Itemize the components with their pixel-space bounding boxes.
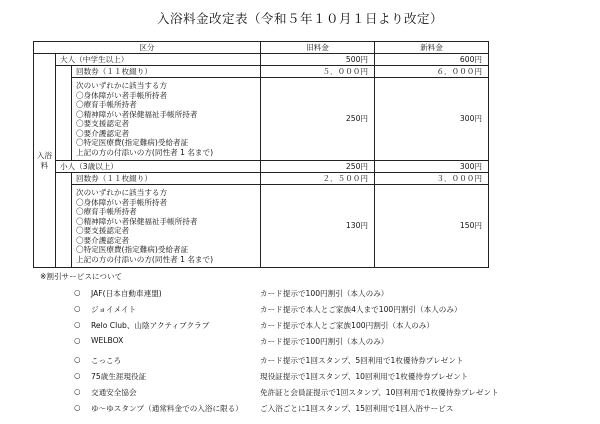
bullet-icon: ○ — [74, 387, 81, 396]
fee-table — [33, 41, 489, 268]
list-item — [0, 371, 600, 382]
header-category: 区分 — [34, 42, 261, 54]
table-row — [34, 54, 489, 66]
service-description: カード提示で1回スタンプ、5回利用で1枚優待券プレゼント — [260, 356, 464, 365]
adult-discount-old: 250円 — [261, 78, 375, 161]
service-description: 現役証提示で1回スタンプ、10回利用で1枚優待券プレゼント — [260, 372, 469, 381]
adult-label: 大人（中学生以上） — [56, 54, 261, 66]
child-coupon-old: ２．５００円 — [261, 173, 375, 185]
child-coupon-label: 回数券（１１枚綴り） — [72, 173, 261, 185]
adult-new-fee: 600円 — [375, 54, 489, 66]
bullet-icon: ○ — [74, 371, 81, 380]
adult-coupon-label: 回数券（１１枚綴り） — [72, 66, 261, 78]
bullet-icon: ○ — [74, 355, 81, 364]
child-old-fee: 250円 — [261, 161, 375, 173]
header-old-fee: 旧料金 — [261, 42, 375, 54]
service-name: ゆ～ゆスタンプ（通常料金での入浴に限る） — [91, 404, 243, 413]
service-description: ご入浴ごとに1回スタンプ、15回利用で1回入浴サービス — [260, 404, 454, 413]
header-new-fee: 新料金 — [375, 42, 489, 54]
group-label: 入浴料 — [34, 54, 56, 268]
child-discount-old: 130円 — [261, 185, 375, 268]
table-row — [34, 185, 489, 268]
child-label: 小人（3歳以上） — [56, 161, 261, 173]
service-name: WELBOX — [91, 336, 124, 345]
bullet-icon: ○ — [74, 320, 81, 329]
service-description: カード提示で本人とご家族4人まで100円割引（本人のみ） — [260, 305, 462, 314]
adult-old-fee: 500円 — [261, 54, 375, 66]
bullet-icon: ○ — [74, 304, 81, 313]
child-discount-new: 150円 — [375, 185, 489, 268]
service-description: 免許証と会員証提示で1回スタンプ、10回利用で1枚優待券プレゼント — [260, 388, 499, 397]
page-title: 入浴料金改定表（令和５年１０月１日より改定） — [156, 11, 443, 26]
table-row — [34, 161, 489, 173]
table-row — [34, 78, 489, 161]
child-new-fee: 300円 — [375, 161, 489, 173]
list-item — [0, 355, 600, 366]
list-item — [0, 403, 600, 414]
adult-discount-conditions: 次のいずれかに該当する方 〇身体障がい者手帳所持者 〇療育手帳所持者 〇精神障がい者保健福祉手帳所持者 〇要支援認定者 〇要介護認定者 〇特定医療費(指定難病)受給者証 上記の方の付添いの方(同性者 1 名まで) — [72, 78, 261, 161]
list-item — [0, 320, 600, 331]
service-name: JAF(日本自動車連盟) — [91, 289, 162, 298]
service-name: こっころ — [91, 356, 122, 365]
adult-discount-new: 300円 — [375, 78, 489, 161]
bullet-icon: ○ — [74, 288, 81, 297]
list-item — [0, 288, 600, 299]
child-coupon-new: ３．０００円 — [375, 173, 489, 185]
service-name: ジョイメイト — [91, 305, 137, 314]
table-row — [34, 173, 489, 185]
services-heading: ※割引サービスについて — [40, 272, 123, 281]
table-header-row — [34, 42, 489, 54]
service-name: Relo Club、山陰アクティブクラブ — [91, 321, 210, 330]
list-item — [0, 387, 600, 398]
adult-coupon-old: ５．０００円 — [261, 66, 375, 78]
bullet-icon: ○ — [74, 403, 81, 412]
service-description: カード提示で100円割引（本人のみ） — [260, 289, 389, 298]
service-description: カード提示で本人とご家族100円割引（本人のみ） — [260, 321, 434, 330]
list-item — [0, 304, 600, 315]
service-description: カード提示で100円割引（本人のみ） — [260, 337, 389, 346]
bullet-icon: ○ — [74, 336, 81, 345]
table-row — [34, 66, 489, 78]
list-item — [0, 336, 600, 347]
child-discount-conditions: 次のいずれかに該当する方 〇身体障がい者手帳所持者 〇療育手帳所持者 〇精神障がい者保健福祉手帳所持者 〇要支援認定者 〇要介護認定者 〇特定医療費(指定難病)受給者証 上記の方の付添いの方(同性者 1 名まで) — [72, 185, 261, 268]
adult-coupon-new: ６．０００円 — [375, 66, 489, 78]
service-name: 75歳生涯現役証 — [91, 372, 147, 381]
service-name: 交通安全協会 — [91, 388, 137, 397]
